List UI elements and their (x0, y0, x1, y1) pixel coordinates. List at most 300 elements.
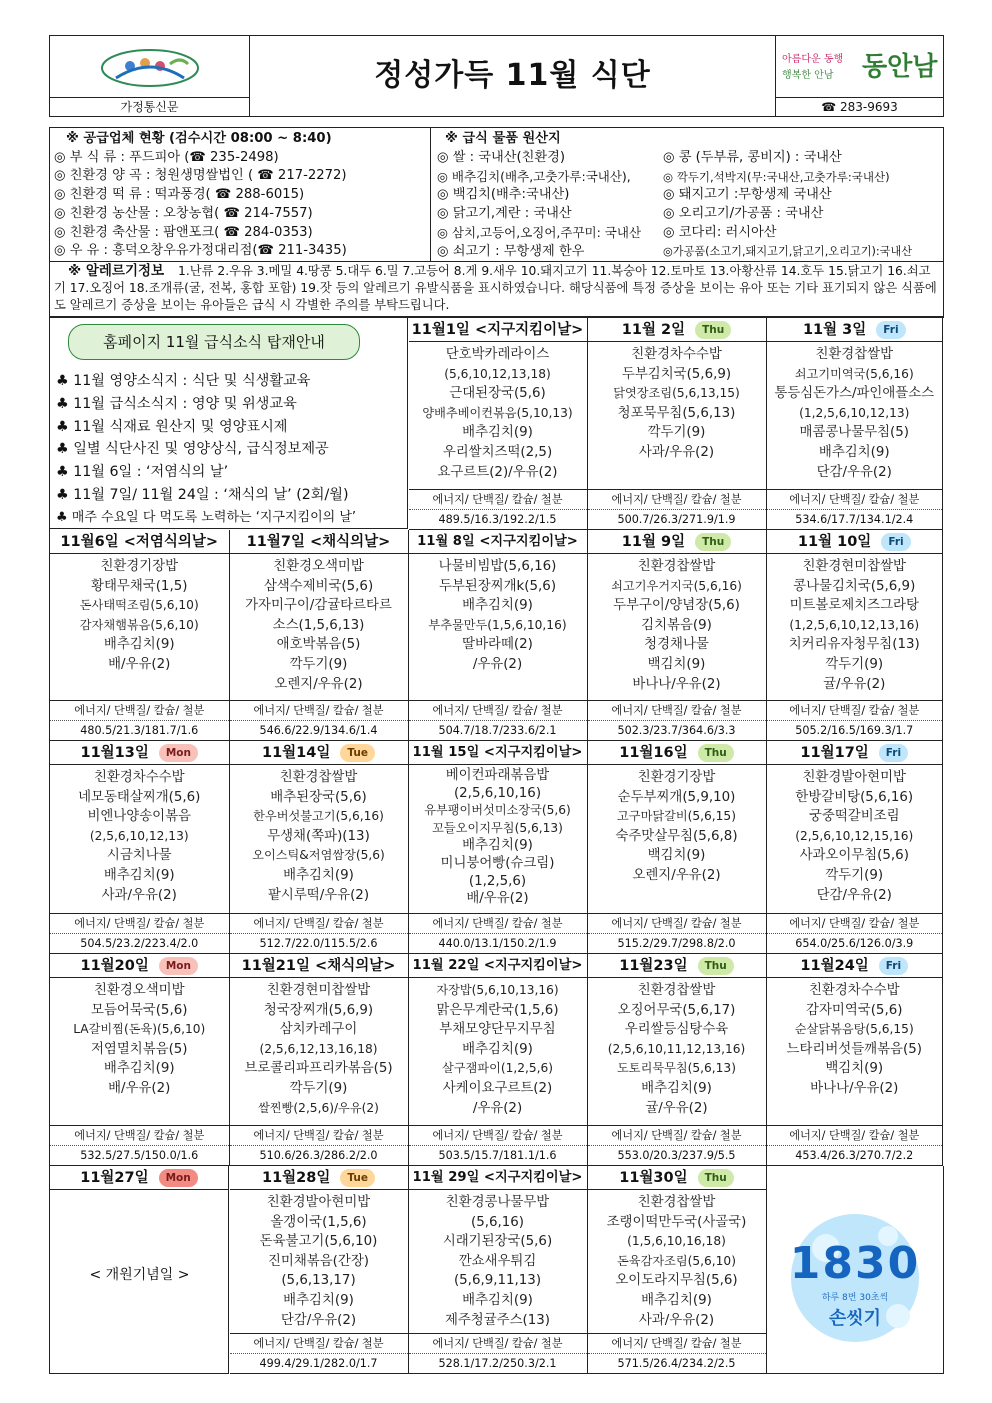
menu-item: 우리쌀등심탕수육 (624, 1022, 729, 1038)
menu-item: 미니붕어빵(슈크림) (440, 855, 555, 871)
info-box (49, 127, 944, 317)
menu-item: 오이스틱&저염쌈장(5,6) (252, 848, 385, 863)
weekday-badge: Thu (698, 1169, 734, 1187)
menu-item: 친환경차수수밥 (808, 983, 900, 998)
day-cell (50, 741, 230, 954)
menu-list (230, 765, 408, 905)
origin-line: ◎ 삼치,고등어,오징어,주꾸미: 국내산 (437, 224, 642, 240)
nutrition-box (409, 700, 587, 740)
day-heading (767, 741, 943, 765)
nutrition-box (50, 1125, 229, 1165)
menu-item: (1,2,5,6,10,12,13) (799, 405, 910, 420)
promo-title: 홈페이지 11월 급식소식 탑재안내 (68, 324, 360, 360)
nutrition-box (230, 1125, 408, 1165)
menu-item: 청국장찌개(5,6,9) (263, 1002, 374, 1018)
suppliers-panel (50, 128, 431, 262)
menu-item: LA갈비찜(돈육)(5,6,10) (73, 1022, 206, 1037)
menu-item: 팥시루떡/우유(2) (267, 887, 370, 903)
nutrition-header: 에너지/ 단백질/ 칼슘/ 철분 (409, 914, 587, 934)
menu-item: 비엔나양송이볶음 (87, 809, 191, 825)
nutrition-header: 에너지/ 단백질/ 칼슘/ 철분 (230, 914, 408, 934)
day-heading-text: 11월 8일 <지구지킴이날> (417, 534, 578, 549)
nutrition-box (767, 700, 943, 740)
logo-area (50, 36, 250, 98)
menu-item: 제주청귤주스(13) (444, 1312, 551, 1328)
day-cell (767, 530, 944, 741)
nutrition-values: 500.7/26.3/271.9/1.9 (617, 513, 736, 526)
menu-item: 근대된장국(5,6) (449, 386, 546, 402)
nutrition-header: 에너지/ 단백질/ 칼슘/ 철분 (230, 1126, 408, 1146)
menu-item: 오렌지/우유(2) (274, 676, 363, 692)
day-cell (409, 530, 588, 741)
nutrition-values: 553.0/20.3/237.9/5.5 (617, 1149, 736, 1162)
nutrition-values: 512.7/22.0/115.5/2.6 (259, 937, 378, 950)
menu-item: 나물비빔밥(5,6,16) (438, 559, 557, 574)
weekday-badge: Thu (698, 744, 734, 762)
menu-item: 친환경찹쌀밥 (637, 983, 716, 998)
menu-item: 베이컨파래볶음밥 (445, 768, 550, 783)
menu-item: 네모동태살찌개(5,6) (78, 789, 201, 805)
menu-list (588, 978, 766, 1118)
menu-item: 쇠고기미역국(5,6,16) (794, 366, 914, 381)
origin-line: ◎ 닭고기,계란 : 국내산 (437, 206, 572, 222)
menu-item: 배추김치(9) (818, 444, 890, 460)
day-cell-nov27 (50, 1166, 229, 1374)
day-heading-text: 11월30일 (619, 1170, 688, 1186)
day-cell (50, 530, 230, 741)
menu-item: 닭엿장조림(5,6,13,15) (613, 386, 740, 401)
school-logo-text: 동안남 (862, 52, 938, 82)
promo-line: ♣ 일별 식단사진 및 영양상식, 급식정보제공 (56, 441, 329, 458)
menu-item: 궁중떡갈비조림 (808, 809, 900, 825)
promo-line: ♣ 11월 급식소식지 : 영양 및 위생교육 (56, 395, 297, 412)
menu-item: 친환경기장밥 (100, 559, 179, 574)
nutrition-values: 505.2/16.5/169.3/1.7 (795, 724, 914, 737)
menu-item: 사과/우유(2) (638, 1312, 715, 1328)
menu-item: (5,6,16) (470, 1214, 525, 1230)
menu-item: 친환경기장밥 (637, 770, 716, 785)
nutrition-box (50, 700, 229, 740)
nutrition-header: 에너지/ 단백질/ 칼슘/ 철분 (588, 1334, 766, 1354)
menu-list (230, 978, 408, 1118)
weekday-badge: Tue (340, 744, 375, 762)
origin-line: ◎ 콩 (두부류, 콩비지) : 국내산 (663, 150, 842, 165)
weekday-badge: Mon (159, 957, 198, 975)
menu-item: 숙주맛살무침(5,6,8) (615, 828, 738, 844)
day-cell (588, 530, 767, 741)
nutrition-header: 에너지/ 단백질/ 칼슘/ 철분 (767, 914, 943, 934)
nutrition-header: 에너지/ 단백질/ 칼슘/ 철분 (50, 701, 229, 721)
menu-item: 감자채햄볶음(5,6,10) (79, 617, 199, 632)
menu-item: 깍두기(9) (289, 1080, 348, 1096)
supplier-line: ◎ 우 유 : 흥덕오창우유가정대리점(☎ 211-3435) (54, 243, 347, 259)
menu-item: 백김치(9) (647, 656, 706, 672)
menu-item: 무생채(쪽파)(13) (267, 828, 370, 844)
origins-heading: ※ 급식 물품 원산지 (445, 131, 561, 146)
menu-list (409, 342, 587, 482)
nutrition-box (230, 1333, 408, 1373)
menu-item: 친환경차수수밥 (93, 770, 185, 785)
menu-item: 시래기된장국(5,6) (442, 1234, 553, 1250)
day-heading (588, 530, 766, 554)
nutrition-values: 502.3/23.7/364.6/3.3 (617, 724, 736, 737)
menu-item: 친환경찹쌀밥 (637, 559, 716, 574)
menu-item: 배추김치(9) (641, 1292, 712, 1308)
menu-list (767, 554, 943, 694)
day-heading (767, 954, 943, 978)
menu-item: 가자미구이/감귤타르타르 (245, 598, 392, 614)
nutrition-header: 에너지/ 단백질/ 칼슘/ 철분 (767, 1126, 943, 1146)
promo-line: ♣ 11월 영양소식지 : 식단 및 식생활교육 (56, 373, 311, 389)
nutrition-box (588, 489, 766, 529)
menu-item: 한방갈비탕(5,6,16) (795, 789, 914, 805)
menu-item: (5,6,13,17) (281, 1273, 356, 1289)
nutrition-values: 499.4/29.1/282.0/1.7 (259, 1357, 378, 1370)
origin-line: ◎ 배추김치(배추,고춧가루:국내산), (437, 168, 631, 184)
nutrition-box (409, 913, 587, 953)
menu-item: (2,5,6,10,16) (453, 785, 542, 801)
day-heading-text: 11월 3일 (802, 322, 867, 338)
origin-line: ◎ 쇠고기 : 무항생제 한우 (437, 243, 585, 259)
menu-item: 귤/우유(2) (645, 1100, 708, 1116)
day-heading (409, 1166, 587, 1190)
menu-list (50, 978, 229, 1099)
promo-line: ♣ 매주 수요일 다 먹도록 노력하는 ‘지구지킴이의 날’ (56, 509, 357, 525)
day-heading (50, 530, 229, 554)
menu-item: 삼색수제비국(5,6) (263, 578, 374, 594)
day-heading (588, 954, 766, 978)
menu-list (588, 342, 766, 463)
menu-item: 순두부찌개(5,9,10) (617, 789, 736, 805)
origin-line: ◎가공품(소고기,돼지고기,닭고기,오리고기):국내산 (663, 244, 913, 258)
menu-item: (5,6,10,12,13,18) (444, 366, 551, 381)
menu-item: 배추김치(9) (283, 867, 354, 883)
day-heading (230, 530, 408, 554)
menu-item: 사케이요구르트(2) (442, 1080, 553, 1096)
day-heading (409, 530, 587, 554)
menu-list (409, 978, 587, 1118)
menu-item: 배추김치(9) (103, 637, 175, 653)
menu-item: 오징어무국(5,6,17) (617, 1002, 736, 1018)
day-cell (230, 741, 409, 954)
menu-item: 백김치(9) (647, 848, 706, 864)
nutrition-box (230, 700, 408, 740)
menu-item: 느타리버섯들깨볶음(5) (786, 1041, 922, 1057)
suppliers-heading: ※ 공급업체 현황 (검수시간 08:00 ~ 8:40) (66, 131, 332, 146)
nutrition-box (767, 489, 943, 529)
menu-item: 돈사태떡조림(5,6,10) (79, 598, 199, 613)
menu-item: 애호박볶음(5) (276, 637, 361, 653)
nutrition-values: 654.0/25.6/126.0/3.9 (795, 937, 914, 950)
supplier-line: ◎ 친환경 양 곡 : 청원생명쌀법인 ( ☎ 217-2272) (54, 168, 347, 184)
menu-item: 귤/우유(2) (823, 676, 886, 692)
menu-item: 오이도라지무침(5,6) (615, 1273, 738, 1289)
day-heading (230, 954, 408, 978)
menu-list (230, 1190, 408, 1330)
nutrition-values: 515.2/29.7/298.8/2.0 (617, 937, 736, 950)
menu-item: 올갱이국(1,5,6) (270, 1214, 367, 1230)
weekday-badge: Fri (876, 321, 905, 339)
menu-item: 친환경콩나물무밥 (445, 1195, 550, 1210)
holiday-label: < 개원기념일 > (89, 1267, 190, 1283)
weekday-badge: Fri (879, 744, 908, 762)
menu-list (409, 765, 587, 908)
menu-item: 양배추베이컨볶음(5,10,13) (422, 405, 573, 420)
menu-item: 유부팽이버섯미소장국(5,6) (424, 803, 571, 818)
menu-item: (2,5,6,10,12,15,16) (795, 828, 914, 843)
nutrition-box (588, 1125, 766, 1165)
day-cell (588, 741, 767, 954)
menu-item: 치커리유자청무침(13) (788, 637, 920, 653)
day-heading-text: 11월20일 (80, 958, 149, 974)
menu-item: 쌀찐빵(2,5,6)/우유(2) (258, 1100, 379, 1115)
nutrition-header: 에너지/ 단백질/ 칼슘/ 철분 (588, 701, 766, 721)
nutrition-values: 503.5/15.7/181.1/1.6 (438, 1149, 557, 1162)
menu-item: 청포묵무침(5,6,13) (617, 405, 736, 421)
day-heading-text: 11월13일 (80, 745, 149, 761)
menu-item: 친환경찹쌀밥 (637, 1195, 716, 1210)
promo-list (56, 370, 356, 530)
menu-item: /우유(2) (472, 1100, 523, 1116)
menu-item: 깐쇼새우튀김 (458, 1253, 537, 1269)
menu-item: 진미채볶음(간장) (268, 1253, 369, 1269)
weekday-badge: Mon (159, 744, 198, 762)
day-heading (230, 1166, 408, 1190)
menu-item: 친환경찹쌀밥 (279, 770, 358, 785)
nutrition-box (50, 913, 229, 953)
menu-list (50, 765, 229, 905)
menu-item: 배추김치(9) (103, 1061, 175, 1077)
day-heading-text: 11월 29일 <지구지킴이날> (412, 1170, 583, 1185)
day-heading (50, 954, 229, 978)
menu-item: 배/우유(2) (108, 656, 171, 672)
weekday-badge: Thu (698, 957, 734, 975)
menu-item: 순살닭볶음탕(5,6,15) (794, 1022, 914, 1037)
menu-item: 단감/우유(2) (280, 1312, 357, 1328)
nutrition-values: 504.7/18.7/233.6/2.1 (438, 724, 557, 737)
allergy-list: 1.난류 2.우유 3.메밀 4.땅콩 5.대두 6.밀 7.고등어 8.게 9.새우 10.돼지고기 11.복숭아 12.토마토 13.아황산류 14.호두 (178, 264, 825, 278)
menu-item: 배추김치(9) (283, 1292, 354, 1308)
weekday-badge: Tue (340, 1169, 375, 1187)
menu-item: 배추김치(9) (462, 598, 533, 614)
menu-item: 친환경현미찹쌀밥 (802, 559, 906, 574)
supplier-line: ◎ 부 식 류 : 푸드피아 (☎ 235-2498) (54, 149, 279, 165)
school-logo-box (775, 36, 943, 98)
day-heading (767, 318, 943, 342)
handwash-label: 손씻기 (828, 1308, 882, 1329)
menu-item: 배추김치(9) (462, 1041, 533, 1057)
origins-panel (431, 128, 943, 262)
nutrition-box (409, 489, 587, 529)
day-heading-text: 11월16일 (619, 745, 688, 761)
day-heading (409, 954, 587, 978)
menu-item: 바나나/우유(2) (632, 676, 721, 692)
menu-item: 청경채나물 (644, 637, 709, 653)
nutrition-header: 에너지/ 단백질/ 칼슘/ 철분 (409, 1126, 587, 1146)
menu-item: 맑은무계란국(1,5,6) (436, 1002, 559, 1018)
menu-item: 브로콜리파프리카볶음(5) (244, 1061, 393, 1077)
menu-item: 사과/우유(2) (638, 444, 715, 460)
handwash-cell (766, 1166, 944, 1374)
page-title: 정성가득 11월 식단 (374, 58, 651, 93)
weekday-badge: Thu (695, 533, 731, 551)
allergy-notice (50, 262, 943, 316)
promo-panel (50, 318, 408, 529)
menu-item: 오렌지/우유(2) (632, 867, 721, 883)
menu-list (409, 1190, 587, 1330)
newsletter-label: 가정통신문 (50, 98, 250, 116)
menu-item: 배/우유(2) (108, 1080, 171, 1096)
menu-item: 두부된장찌개k(5,6) (438, 578, 557, 594)
nutrition-header: 에너지/ 단백질/ 칼슘/ 철분 (767, 490, 943, 510)
nutrition-header: 에너지/ 단백질/ 칼슘/ 철분 (230, 701, 408, 721)
menu-item: 친환경오색미밥 (273, 559, 364, 574)
weekday-badge: Mon (159, 1169, 198, 1187)
day-heading-text: 11월21일 <채식의날> (241, 958, 396, 974)
menu-item: 친환경발아현미밥 (266, 1195, 371, 1210)
menu-item: 배/우유(2) (466, 891, 529, 907)
menu-item: 매콤콩나물무침(5) (799, 425, 909, 441)
menu-item: 살구잼파이(1,2,5,6) (441, 1061, 553, 1076)
nutrition-values: 571.5/26.4/234.2/2.5 (617, 1357, 736, 1370)
origin-line: ◎ 코다리: 러시아산 (663, 224, 777, 240)
day-heading-text: 11월6일 <저염식의날> (60, 534, 219, 550)
day-heading-text: 11월24일 (800, 958, 869, 974)
menu-item: 두부김치국(5,6,9) (621, 366, 732, 382)
nutrition-header: 에너지/ 단백질/ 칼슘/ 철분 (588, 914, 766, 934)
promo-line: ♣ 11월 6일 : ‘저염식의 날’ (56, 464, 229, 481)
origin-line: ◎ 오리고기/가공품 : 국내산 (663, 206, 824, 222)
menu-item: 통등심돈가스/파인애플소스 (774, 386, 935, 402)
day-cell (588, 318, 767, 530)
nutrition-header: 에너지/ 단백질/ 칼슘/ 철분 (409, 1334, 587, 1354)
nutrition-box (767, 1125, 943, 1165)
menu-list (50, 554, 229, 675)
day-heading (588, 1166, 766, 1190)
menu-list (230, 554, 408, 694)
menu-item: 바나나/우유(2) (810, 1080, 899, 1096)
nutrition-values: 453.4/26.3/270.7/2.2 (795, 1149, 914, 1162)
day-cell (409, 741, 588, 954)
menu-item: 꼬들오이지무침(5,6,13) (432, 820, 563, 835)
day-cell (230, 530, 409, 741)
menu-item: 친환경발아현미밥 (802, 770, 906, 785)
allergy-text: 15.닭고기 16.쇠고기 17.오징어 18.조개류(굴, 전복, 홍합 포함) 19.잣 등의 알레르기 유발식품을 표시하였습니다. 해당식품에 특정 증상을 보이는 유아 또는 기타 표기되지 않은 식품에도 알레르기 증상을 보이는 유아들은 급식 시 각별한 주의를 부탁드립니다. (54, 264, 937, 312)
nutrition-values: 528.1/17.2/250.3/2.1 (438, 1357, 557, 1370)
day-cell (50, 954, 230, 1166)
day-cell (409, 1166, 588, 1374)
day-heading-text: 11월 15일 <지구지킴이날> (412, 745, 583, 760)
nutrition-header: 에너지/ 단백질/ 칼슘/ 철분 (767, 701, 943, 721)
menu-list (767, 765, 943, 905)
origins-left-col (437, 149, 667, 261)
menu-item: 고구마닭갈비(5,6,15) (617, 809, 736, 824)
origin-line: ◎ 쌀 : 국내산(친환경) (437, 150, 565, 165)
menu-item: 저염멸치볶음(5) (90, 1041, 188, 1057)
day-heading (50, 741, 229, 765)
nutrition-box (409, 1333, 587, 1373)
day-cell (767, 318, 944, 530)
menu-item: 단감/우유(2) (816, 887, 892, 903)
day-cell (588, 954, 767, 1166)
menu-item: 감자미역국(5,6) (806, 1002, 903, 1018)
menu-item: 미트볼로제치즈그라탕 (789, 598, 919, 614)
menu-item: (5,6,9,11,13) (453, 1273, 542, 1289)
handwash-sub: 하루 8번 30초씩 (821, 1293, 889, 1303)
day-heading (409, 318, 587, 342)
day-cell (767, 741, 944, 954)
menu-item: 돈육감자조림(5,6,10) (617, 1253, 736, 1268)
nutrition-header: 에너지/ 단백질/ 칼슘/ 철분 (409, 701, 587, 721)
menu-item: 깍두기(9) (289, 656, 348, 672)
nutrition-box (767, 913, 943, 953)
menu-item: 한우버섯불고기(5,6,16) (253, 809, 384, 824)
nutrition-header: 에너지/ 단백질/ 칼슘/ 철분 (409, 490, 587, 510)
menu-item: 우리쌀치즈떡(2,5) (442, 444, 553, 460)
supplier-line: ◎ 친환경 떡 류 : 떡과풍경( ☎ 288-6015) (54, 187, 305, 203)
nutrition-header: 에너지/ 단백질/ 칼슘/ 철분 (50, 914, 229, 934)
day-cell (230, 954, 409, 1166)
nutrition-box (588, 913, 766, 953)
day-heading-text: 11월 9일 (621, 534, 686, 550)
menu-item: (1,5,6,10,16,18) (627, 1234, 726, 1249)
day-heading-text: 11월17일 (800, 745, 869, 761)
origins-right-col (663, 149, 939, 261)
supplier-line: ◎ 친환경 농산물 : 오창농협( ☎ 214-7557) (54, 205, 313, 221)
day-heading-text: 11월7일 <채식의날> (246, 534, 391, 550)
school-slogan-top: 아름다운 동행 (782, 54, 844, 65)
nutrition-box (588, 700, 766, 740)
day-heading-text: 11월23일 (619, 958, 688, 974)
menu-item: (1,2,5,6) (468, 873, 527, 889)
nutrition-header: 에너지/ 단백질/ 칼슘/ 철분 (588, 1126, 766, 1146)
menu-item: 배추김치(9) (462, 425, 533, 441)
menu-item: 김치볶음(9) (641, 617, 712, 633)
menu-item: 황태무채국(1,5) (91, 578, 188, 594)
day-heading-text: 11월14일 (262, 745, 331, 761)
menu-item: 돈육불고기(5,6,10) (259, 1234, 378, 1250)
day-heading-text: 11월28일 (262, 1170, 331, 1186)
origin-line: ◎ 깍두기,석박지(무:국내산,고춧가루:국내산) (663, 169, 890, 184)
menu-item: (2,5,6,10,11,12,13,16) (607, 1041, 746, 1056)
nutrition-values: 510.6/26.3/286.2/2.0 (259, 1149, 378, 1162)
nutrition-values: 480.5/21.3/181.7/1.6 (80, 724, 199, 737)
school-logo-icon (50, 36, 250, 98)
school-slogan-bottom: 행복한 안남 (782, 70, 834, 81)
menu-item: 단감/우유(2) (816, 464, 892, 480)
nutrition-header: 에너지/ 단백질/ 칼슘/ 철분 (50, 1126, 229, 1146)
menu-item: 친환경찹쌀밥 (815, 347, 894, 362)
day-heading (588, 741, 766, 765)
day-heading (767, 530, 943, 554)
menu-item: 배추김치(9) (103, 867, 175, 883)
menu-item: 친환경오색미밥 (93, 983, 185, 998)
menu-list (588, 554, 766, 694)
menu-list (409, 554, 587, 675)
menu-item: 조랭이떡만두국(사골국) (606, 1214, 747, 1230)
day-heading-text: 11월 2일 (621, 322, 686, 338)
nutrition-header: 에너지/ 단백질/ 칼슘/ 철분 (230, 1334, 408, 1354)
menu-item: 자장밥(5,6,10,13,16) (436, 983, 559, 997)
menu-item: (2,5,6,10,12,13) (89, 828, 189, 843)
menu-list (588, 1190, 766, 1330)
menu-item: 쇠고기우거지국(5,6,16) (611, 578, 742, 593)
menu-item: 삼치카레구이 (279, 1022, 358, 1038)
nutrition-box (409, 1125, 587, 1165)
menu-item: 백김치(9) (825, 1061, 884, 1077)
menu-item: 딸바라떼(2) (462, 637, 533, 653)
menu-list (588, 765, 766, 886)
